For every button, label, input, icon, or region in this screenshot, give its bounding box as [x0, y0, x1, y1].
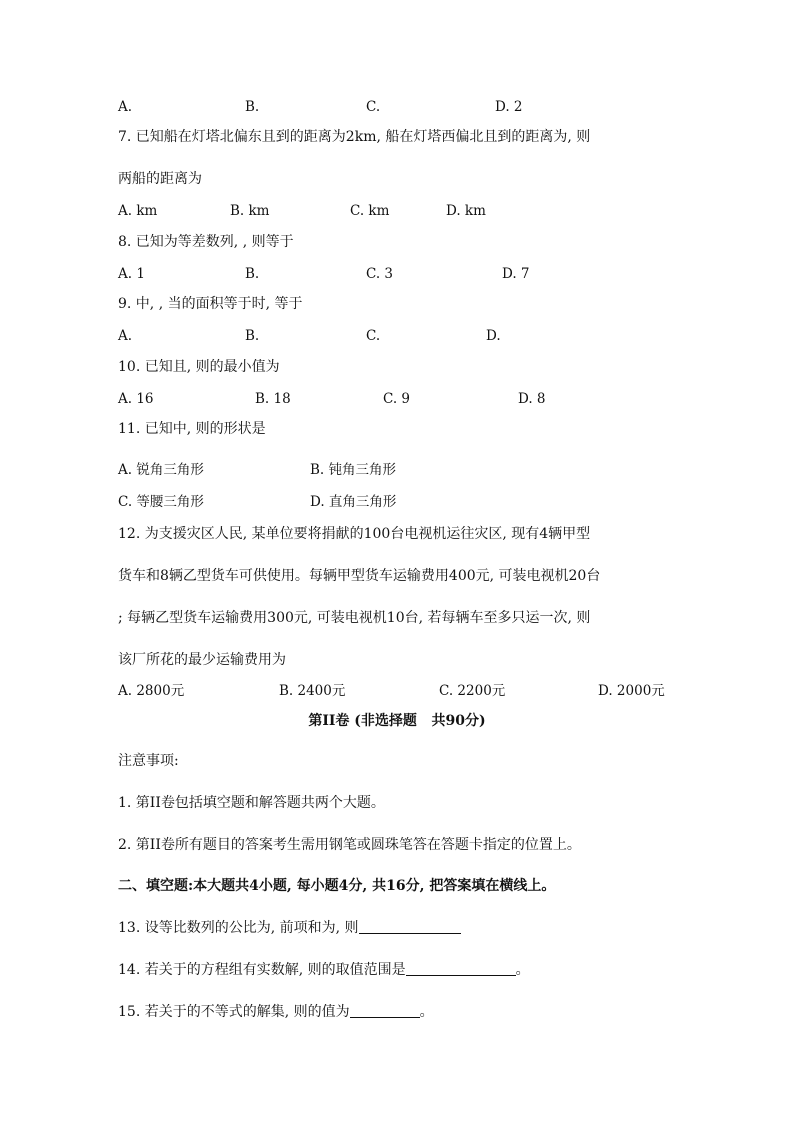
- option-c: C.: [366, 99, 381, 115]
- q9-option-c: C.: [366, 328, 381, 344]
- q11-option-b: B. 钝角三角形: [310, 462, 397, 478]
- notes-item-2: 2. 第II卷所有题目的答案考生需用钢笔或圆珠笔答在答题卡指定的位置上。: [118, 837, 581, 853]
- q10-option-c: C. 9: [383, 391, 411, 407]
- question-9: 9. 中, , 当的面积等于时, 等于: [118, 296, 303, 312]
- question-12-line-3: ; 每辆乙型货车运输费用300元, 可装电视机10台, 若每辆车至多只运一次, 则: [118, 610, 591, 626]
- question-15-suffix: 。: [419, 1004, 434, 1020]
- option-a: A.: [118, 99, 133, 115]
- q9-option-a: A.: [118, 328, 133, 344]
- q12-option-a: A. 2800元: [118, 683, 185, 699]
- answer-blank: [350, 1003, 420, 1018]
- q7-option-c: C. km: [350, 203, 390, 219]
- section-2-title: 第II卷 (非选择题 共90分): [308, 713, 486, 729]
- answer-blank: [406, 961, 516, 976]
- question-14-suffix: 。: [515, 962, 530, 978]
- option-d: D. 2: [495, 99, 523, 115]
- q7-option-a: A. km: [118, 203, 158, 219]
- question-12-line-2: 货车和8辆乙型货车可供使用。每辆甲型货车运输费用400元, 可装电视机20台: [118, 568, 601, 584]
- fill-in-section-heading: 二、填空题:本大题共4小题, 每小题4分, 共16分, 把答案填在横线上。: [118, 878, 556, 894]
- question-15-text: 15. 若关于的不等式的解集, 则的值为: [118, 1004, 350, 1020]
- question-14-text: 14. 若关于的方程组有实数解, 则的取值范围是: [118, 962, 406, 978]
- question-7-line-1: 7. 已知船在灯塔北偏东且到的距离为2km, 船在灯塔西偏北且到的距离为, 则: [118, 129, 591, 145]
- question-7-line-2: 两船的距离为: [118, 171, 202, 187]
- q11-option-c: C. 等腰三角形: [118, 494, 204, 510]
- q10-option-d: D. 8: [518, 391, 546, 407]
- question-12-line-4: 该厂所花的最少运输费用为: [118, 652, 286, 668]
- question-10: 10. 已知且, 则的最小值为: [118, 359, 280, 375]
- notes-heading: 注意事项:: [118, 753, 179, 769]
- q10-option-a: A. 16: [118, 391, 154, 407]
- q8-option-b: B.: [245, 266, 260, 282]
- question-8: 8. 已知为等差数列, , 则等于: [118, 234, 294, 250]
- q11-option-d: D. 直角三角形: [310, 494, 397, 510]
- option-b: B.: [245, 99, 260, 115]
- q12-option-b: B. 2400元: [279, 683, 346, 699]
- answer-blank: [359, 919, 461, 934]
- q8-option-d: D. 7: [502, 266, 530, 282]
- q11-option-a: A. 锐角三角形: [118, 462, 204, 478]
- q10-option-b: B. 18: [255, 391, 291, 407]
- q9-option-b: B.: [245, 328, 260, 344]
- q12-option-d: D. 2000元: [598, 683, 665, 699]
- q8-option-c: C. 3: [366, 266, 394, 282]
- question-13: [118, 919, 461, 937]
- question-14: [118, 961, 530, 979]
- question-13-text: 13. 设等比数列的公比为, 前项和为, 则: [118, 920, 359, 936]
- question-15: [118, 1003, 434, 1021]
- q9-option-d: D.: [486, 328, 501, 344]
- question-12-line-1: 12. 为支援灾区人民, 某单位要将捐献的100台电视机运往灾区, 现有4辆甲型: [118, 526, 591, 542]
- q12-option-c: C. 2200元: [439, 683, 506, 699]
- q7-option-b: B. km: [230, 203, 270, 219]
- q8-option-a: A. 1: [118, 266, 145, 282]
- q7-option-d: D. km: [446, 203, 486, 219]
- notes-item-1: 1. 第II卷包括填空题和解答题共两个大题。: [118, 795, 385, 811]
- question-11: 11. 已知中, 则的形状是: [118, 421, 266, 437]
